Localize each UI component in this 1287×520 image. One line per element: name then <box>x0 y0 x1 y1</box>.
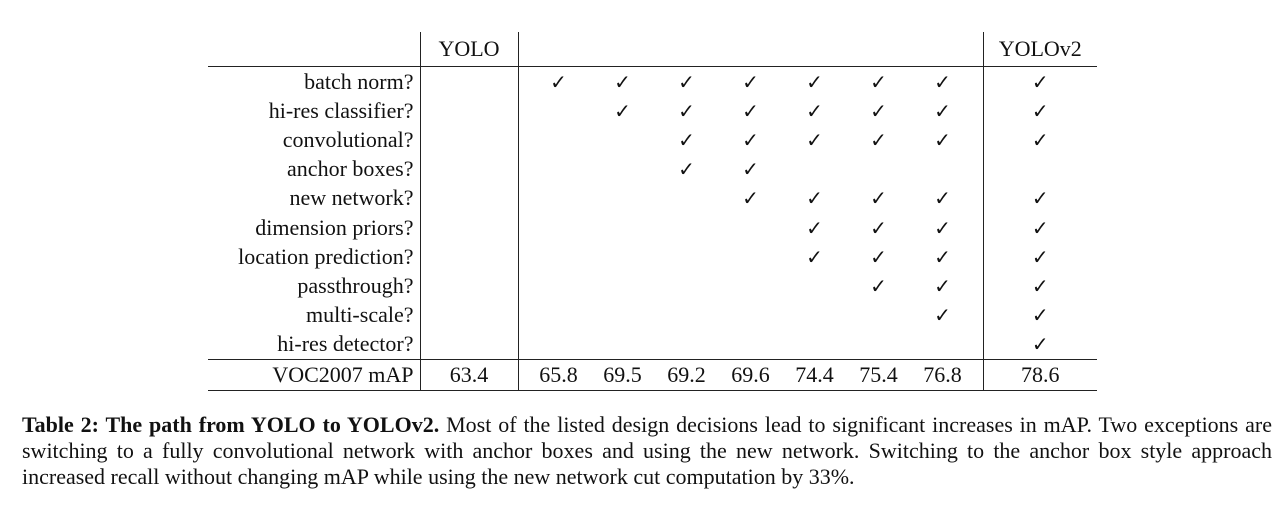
check-mark: ✓ <box>870 273 887 298</box>
map-value: 69.2 <box>655 359 719 390</box>
yolov2-check-mark: ✓ <box>983 67 1097 97</box>
check-mark: ✓ <box>870 186 887 211</box>
map-value: 69.6 <box>719 359 783 390</box>
yolov2-check-mark: ✓ <box>983 242 1097 271</box>
check-mark: ✓ <box>870 98 887 123</box>
yolo-cell <box>420 184 518 213</box>
check-mark <box>591 125 655 154</box>
check-mark: ✓ <box>934 215 951 240</box>
check-mark <box>783 271 847 300</box>
row-label: hi-res detector? <box>277 331 414 357</box>
header-middle <box>783 32 847 67</box>
row-label: passthrough? <box>297 272 414 298</box>
check-mark <box>518 155 591 184</box>
check-mark: ✓ <box>870 244 887 269</box>
check-mark: ✓ <box>806 98 823 123</box>
caption-text: Most of the listed design decisions lead to significant increases in mAP. Two exceptions are switching to a fully convolutional network with anchor boxes and using the new network. Switching to the anchor box style approach increased recall without changing mAP while using the new network cut computation by 33%. <box>22 412 1272 489</box>
map-row-label: VOC2007 mAP <box>208 359 420 390</box>
check-mark: ✓ <box>934 69 951 94</box>
yolo-cell <box>420 271 518 300</box>
check-mark: ✓ <box>934 186 951 211</box>
check-mark <box>518 242 591 271</box>
check-mark <box>847 330 911 360</box>
check-mark: ✓ <box>934 127 951 152</box>
table-row <box>208 213 1097 242</box>
check-mark <box>655 242 719 271</box>
check-mark: ✓ <box>742 69 759 94</box>
check-mark <box>655 271 719 300</box>
yolov2-check-mark <box>983 155 1097 184</box>
row-label: multi-scale? <box>305 302 414 328</box>
table-row <box>208 96 1097 125</box>
yolov2-check-mark: ✓ <box>983 96 1097 125</box>
check-mark: ✓ <box>678 127 695 152</box>
table-row <box>208 271 1097 300</box>
row-label: hi-res classifier? <box>268 97 414 123</box>
check-mark: ✓ <box>934 273 951 298</box>
check-mark <box>518 96 591 125</box>
check-mark <box>719 242 783 271</box>
check-mark <box>655 213 719 242</box>
table-row <box>208 67 1097 97</box>
map-value: 74.4 <box>783 359 847 390</box>
row-label: anchor boxes? <box>287 156 414 182</box>
check-mark: ✓ <box>742 157 759 182</box>
yolov2-check-mark: ✓ <box>983 125 1097 154</box>
header-yolov2: YOLOv2 <box>983 32 1097 67</box>
table-row <box>208 242 1097 271</box>
table-row <box>208 184 1097 213</box>
header-middle <box>591 32 655 67</box>
check-mark <box>911 155 984 184</box>
check-mark: ✓ <box>614 98 631 123</box>
table-row <box>208 125 1097 154</box>
check-mark: ✓ <box>550 69 567 94</box>
yolo-map-value: 63.4 <box>420 359 518 390</box>
header-middle <box>655 32 719 67</box>
check-mark <box>518 184 591 213</box>
check-mark <box>591 271 655 300</box>
check-mark: ✓ <box>806 127 823 152</box>
check-mark: ✓ <box>806 186 823 211</box>
check-mark: ✓ <box>934 98 951 123</box>
check-mark <box>591 155 655 184</box>
yolo-cell <box>420 96 518 125</box>
check-mark <box>655 330 719 360</box>
check-mark <box>719 213 783 242</box>
check-mark <box>655 184 719 213</box>
check-mark <box>911 330 984 360</box>
check-mark <box>847 155 911 184</box>
map-value: 75.4 <box>847 359 911 390</box>
check-mark: ✓ <box>870 69 887 94</box>
yolo-cell <box>420 301 518 330</box>
check-mark: ✓ <box>742 186 759 211</box>
table-row <box>208 301 1097 330</box>
header-middle <box>719 32 783 67</box>
row-label: location prediction? <box>238 243 414 269</box>
results-table <box>208 32 1097 391</box>
yolo-cell <box>420 242 518 271</box>
check-mark <box>518 213 591 242</box>
check-mark: ✓ <box>806 69 823 94</box>
check-mark <box>783 155 847 184</box>
check-mark <box>591 213 655 242</box>
check-mark: ✓ <box>678 98 695 123</box>
check-mark: ✓ <box>806 244 823 269</box>
yolo-cell <box>420 155 518 184</box>
map-value: 69.5 <box>591 359 655 390</box>
row-label: dimension priors? <box>255 214 414 240</box>
map-value: 76.8 <box>911 359 984 390</box>
row-label: convolutional? <box>282 126 414 152</box>
check-mark <box>591 330 655 360</box>
check-mark: ✓ <box>678 69 695 94</box>
check-mark <box>518 330 591 360</box>
yolov2-check-mark: ✓ <box>983 301 1097 330</box>
yolo-cell <box>420 330 518 360</box>
yolov2-check-mark: ✓ <box>983 271 1097 300</box>
row-label: new network? <box>289 185 414 211</box>
header-middle <box>847 32 911 67</box>
check-mark: ✓ <box>806 215 823 240</box>
check-mark <box>719 271 783 300</box>
header-yolo: YOLO <box>420 32 518 67</box>
yolo-cell <box>420 67 518 97</box>
check-mark: ✓ <box>614 69 631 94</box>
yolov2-check-mark: ✓ <box>983 184 1097 213</box>
check-mark <box>847 301 911 330</box>
check-mark <box>783 330 847 360</box>
check-mark <box>591 242 655 271</box>
check-mark <box>518 271 591 300</box>
check-mark <box>591 301 655 330</box>
check-mark <box>518 301 591 330</box>
check-mark <box>719 330 783 360</box>
table-header-row <box>208 32 1097 67</box>
yolov2-map-value: 78.6 <box>983 359 1097 390</box>
table-row <box>208 330 1097 360</box>
header-corner <box>208 32 420 67</box>
map-value: 65.8 <box>518 359 591 390</box>
check-mark: ✓ <box>934 303 951 328</box>
caption-title: Table 2: The path from YOLO to YOLOv2. <box>22 412 440 437</box>
check-mark: ✓ <box>678 157 695 182</box>
yolo-cell <box>420 125 518 154</box>
check-mark: ✓ <box>742 98 759 123</box>
check-mark <box>783 301 847 330</box>
check-mark <box>518 125 591 154</box>
check-mark: ✓ <box>870 215 887 240</box>
yolo-cell <box>420 213 518 242</box>
check-mark <box>591 184 655 213</box>
yolov2-check-mark: ✓ <box>983 330 1097 360</box>
header-middle <box>911 32 984 67</box>
table-row <box>208 155 1097 184</box>
check-mark <box>719 301 783 330</box>
check-mark <box>655 301 719 330</box>
header-middle <box>518 32 591 67</box>
yolov2-check-mark: ✓ <box>983 213 1097 242</box>
check-mark: ✓ <box>934 244 951 269</box>
row-label: batch norm? <box>304 68 414 94</box>
check-mark: ✓ <box>870 127 887 152</box>
map-row <box>208 359 1097 390</box>
check-mark: ✓ <box>742 127 759 152</box>
table-caption <box>22 412 1272 490</box>
